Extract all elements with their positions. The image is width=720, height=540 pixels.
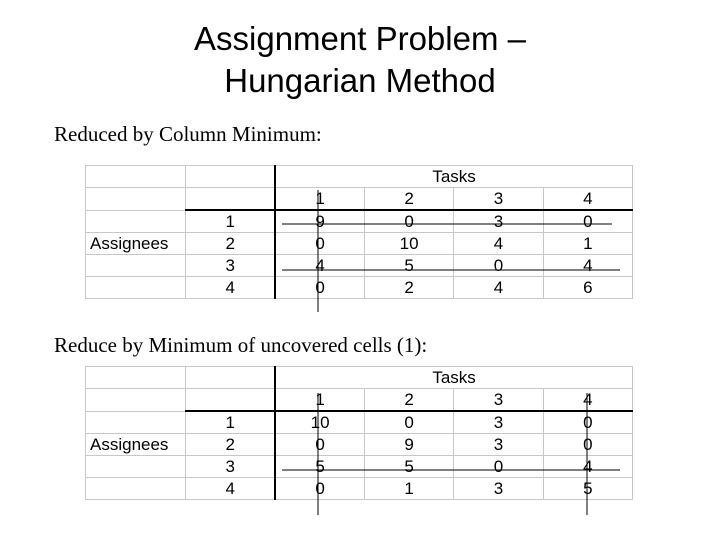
cost-cell: 5 [543, 478, 632, 500]
cost-cell: 3 [454, 210, 543, 233]
table-row [86, 478, 633, 500]
cost-cell: 9 [364, 434, 453, 456]
assignees-header: Assignees [86, 434, 186, 456]
task-number: 3 [454, 389, 543, 412]
empty-cell [86, 456, 186, 478]
cost-cell: 3 [454, 411, 543, 434]
empty-cell [186, 166, 275, 188]
task-number: 1 [275, 188, 364, 211]
cost-cell: 0 [543, 411, 632, 434]
cost-cell: 0 [275, 277, 364, 299]
empty-cell [86, 478, 186, 500]
table-row [86, 255, 633, 277]
cost-cell: 0 [543, 210, 632, 233]
cost-cell: 0 [275, 233, 364, 255]
assignee-number: 4 [186, 277, 275, 299]
cost-cell: 5 [364, 255, 453, 277]
title-line-1: Assignment Problem – [194, 20, 526, 57]
cost-cell: 1 [364, 478, 453, 500]
table-row [86, 411, 633, 434]
assignee-number: 2 [186, 233, 275, 255]
task-number: 1 [275, 389, 364, 412]
cost-cell: 0 [275, 434, 364, 456]
cost-cell: 10 [364, 233, 453, 255]
table-row [86, 210, 633, 233]
slide-title [0, 18, 720, 102]
empty-cell [86, 188, 186, 211]
cost-cell: 6 [543, 277, 632, 299]
table-row [86, 434, 633, 456]
column-reduced-matrix [85, 165, 633, 299]
task-number: 4 [543, 389, 632, 412]
cost-cell: 5 [275, 456, 364, 478]
cost-cell: 0 [454, 255, 543, 277]
assignee-number: 4 [186, 478, 275, 500]
cost-cell: 0 [275, 478, 364, 500]
tasks-header: Tasks [275, 367, 632, 389]
cost-cell: 0 [543, 434, 632, 456]
table-row [86, 277, 633, 299]
cost-cell: 4 [543, 456, 632, 478]
empty-cell [86, 277, 186, 299]
task-number: 3 [454, 188, 543, 211]
empty-cell [186, 389, 275, 412]
cost-cell: 9 [275, 210, 364, 233]
cost-cell: 0 [364, 210, 453, 233]
cost-cell: 0 [454, 456, 543, 478]
table-row [86, 233, 633, 255]
cost-cell: 5 [364, 456, 453, 478]
empty-cell [86, 367, 186, 389]
cost-cell: 3 [454, 434, 543, 456]
cost-cell: 4 [454, 277, 543, 299]
assignee-number: 1 [186, 411, 275, 434]
task-number: 2 [364, 389, 453, 412]
uncovered-reduced-matrix [85, 366, 633, 500]
cost-cell: 4 [454, 233, 543, 255]
cost-cell: 10 [275, 411, 364, 434]
cost-cell: 2 [364, 277, 453, 299]
assignee-number: 1 [186, 210, 275, 233]
cost-cell: 0 [364, 411, 453, 434]
tasks-header: Tasks [275, 166, 632, 188]
empty-cell [186, 188, 275, 211]
title-line-2: Hungarian Method [224, 62, 496, 99]
empty-cell [86, 210, 186, 233]
table-row [86, 456, 633, 478]
cost-cell: 1 [543, 233, 632, 255]
cost-cell: 4 [275, 255, 364, 277]
table2-caption: Reduce by Minimum of uncovered cells (1): [54, 333, 428, 357]
empty-cell [186, 367, 275, 389]
task-number: 4 [543, 188, 632, 211]
empty-cell [86, 389, 186, 412]
assignee-number: 3 [186, 456, 275, 478]
table1-caption: Reduced by Column Minimum: [54, 122, 322, 146]
empty-cell [86, 255, 186, 277]
cost-cell: 3 [454, 478, 543, 500]
task-number: 2 [364, 188, 453, 211]
assignee-number: 3 [186, 255, 275, 277]
assignee-number: 2 [186, 434, 275, 456]
empty-cell [86, 166, 186, 188]
cost-cell: 4 [543, 255, 632, 277]
assignees-header: Assignees [86, 233, 186, 255]
empty-cell [86, 411, 186, 434]
